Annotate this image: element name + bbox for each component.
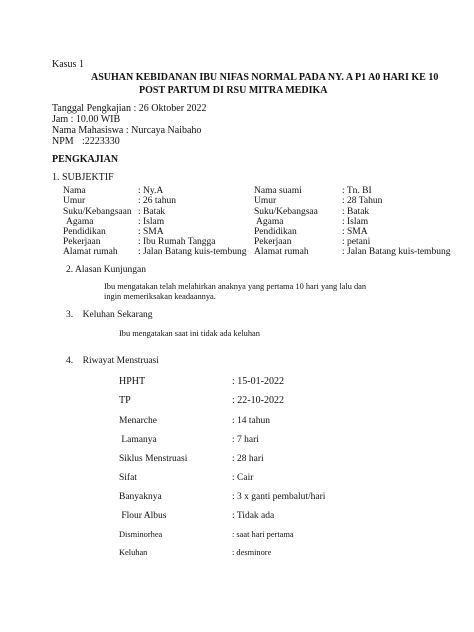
sifat-value: : Cair: [232, 473, 254, 483]
keluhan-text: Ibu mengatakan saat ini tidak ada keluhan: [119, 329, 260, 338]
case-label: Kasus 1: [52, 59, 84, 70]
husband-ethnicity-value: : Batak: [342, 207, 370, 217]
husband-religion-label: Agama: [256, 217, 284, 227]
husband-address-value: : Jalan Batang kuis-tembung: [342, 247, 451, 257]
banyaknya-value: : 3 x ganti pembalut/hari: [232, 492, 326, 502]
patient-name-value: : Ny.A: [138, 186, 164, 196]
patient-education-value: : SMA: [138, 227, 164, 237]
hpht-label: HPHT: [119, 376, 146, 387]
menarche-value: : 14 tahun: [232, 416, 270, 426]
husband-name-value: : Tn. BI: [342, 186, 372, 196]
disminorhea-value: : saat hari pertama: [232, 530, 294, 539]
husband-age-value: : 28 Tahun: [342, 196, 383, 206]
npm-label: NPM: [52, 136, 74, 147]
siklus-value: : 28 hari: [232, 454, 264, 464]
tp-value: : 22-10-2022: [232, 395, 284, 406]
disminorhea-label: Disminorhea: [119, 530, 163, 539]
lamanya-label: Lamanya: [119, 435, 157, 445]
patient-religion-value: : Islam: [138, 217, 165, 227]
hpht-value: : 15-01-2022: [232, 376, 284, 387]
siklus-label: Siklus Menstruasi: [119, 454, 188, 464]
flour-albus-label: Flour Albus: [119, 511, 167, 521]
husband-occupation-label: Pekerjaan: [254, 237, 292, 247]
husband-name-label: Nama suami: [254, 186, 302, 196]
flour-albus-value: : Tidak ada: [232, 511, 275, 521]
patient-occupation-value: : Ibu Rumah Tangga: [138, 237, 216, 247]
husband-address-label: Alamat rumah: [254, 247, 309, 257]
assessment-time: Jam : 10.00 WIB: [52, 114, 121, 125]
banyaknya-label: Banyaknya: [119, 492, 162, 502]
patient-address-value: : Jalan Batang kuis-tembung: [138, 247, 247, 257]
patient-address-label: Alamat rumah: [63, 247, 118, 257]
husband-education-label: Pendidikan: [254, 227, 297, 237]
menarche-label: Menarche: [119, 416, 157, 426]
assessment-date: Tanggal Pengkajian : 26 Oktober 2022: [52, 103, 207, 114]
patient-age-value: : 26 tahun: [138, 196, 176, 206]
husband-religion-value: : Islam: [342, 217, 369, 227]
patient-ethnicity-label: Suku/Kebangsaan: [63, 207, 132, 217]
document-title-line-2: POST PARTUM DI RSU MITRA MEDIKA: [139, 85, 328, 96]
keluhan-heading: 3. Keluhan Sekarang: [66, 310, 153, 320]
lamanya-value: : 7 hari: [232, 435, 259, 445]
patient-ethnicity-value: : Batak: [138, 207, 166, 217]
patient-occupation-label: Pekerjaan: [63, 237, 101, 247]
alasan-text-line-2: ingin memeriksakan keadaannya.: [104, 292, 216, 301]
patient-education-label: Pendidikan: [63, 227, 106, 237]
husband-ethnicity-label: Suku/Kebangsaa: [254, 207, 318, 217]
keluhan-menstruasi-value: : desminore: [232, 548, 272, 557]
patient-religion-label: Agama: [66, 217, 94, 227]
document-title-line-1: ASUHAN KEBIDANAN IBU NIFAS NORMAL PADA NY. A P1 A0 HARI KE 10: [91, 72, 439, 83]
sifat-label: Sifat: [119, 473, 137, 483]
npm-value: :2223330: [82, 136, 120, 147]
tp-label: TP: [119, 395, 131, 406]
section-pengkajian: PENGKAJIAN: [52, 154, 119, 165]
keluhan-menstruasi-label: Keluhan: [119, 548, 148, 557]
patient-age-label: Umur: [63, 196, 86, 206]
alasan-text-line-1: Ibu mengatakan telah melahirkan anaknya yang pertama 10 hari yang lalu dan: [104, 282, 367, 291]
alasan-heading: 2. Alasan Kunjungan: [66, 265, 146, 275]
student-name: Nama Mahasiswa : Nurcaya Naibaho: [52, 125, 202, 136]
section-subjektif: 1. SUBJEKTIF: [52, 172, 114, 183]
husband-occupation-value: : petani: [342, 237, 371, 247]
patient-name-label: Nama: [63, 186, 86, 196]
menstruasi-heading: 4. Riwayat Menstruasi: [66, 356, 159, 366]
husband-age-label: Umur: [254, 196, 277, 206]
husband-education-value: : SMA: [342, 227, 368, 237]
